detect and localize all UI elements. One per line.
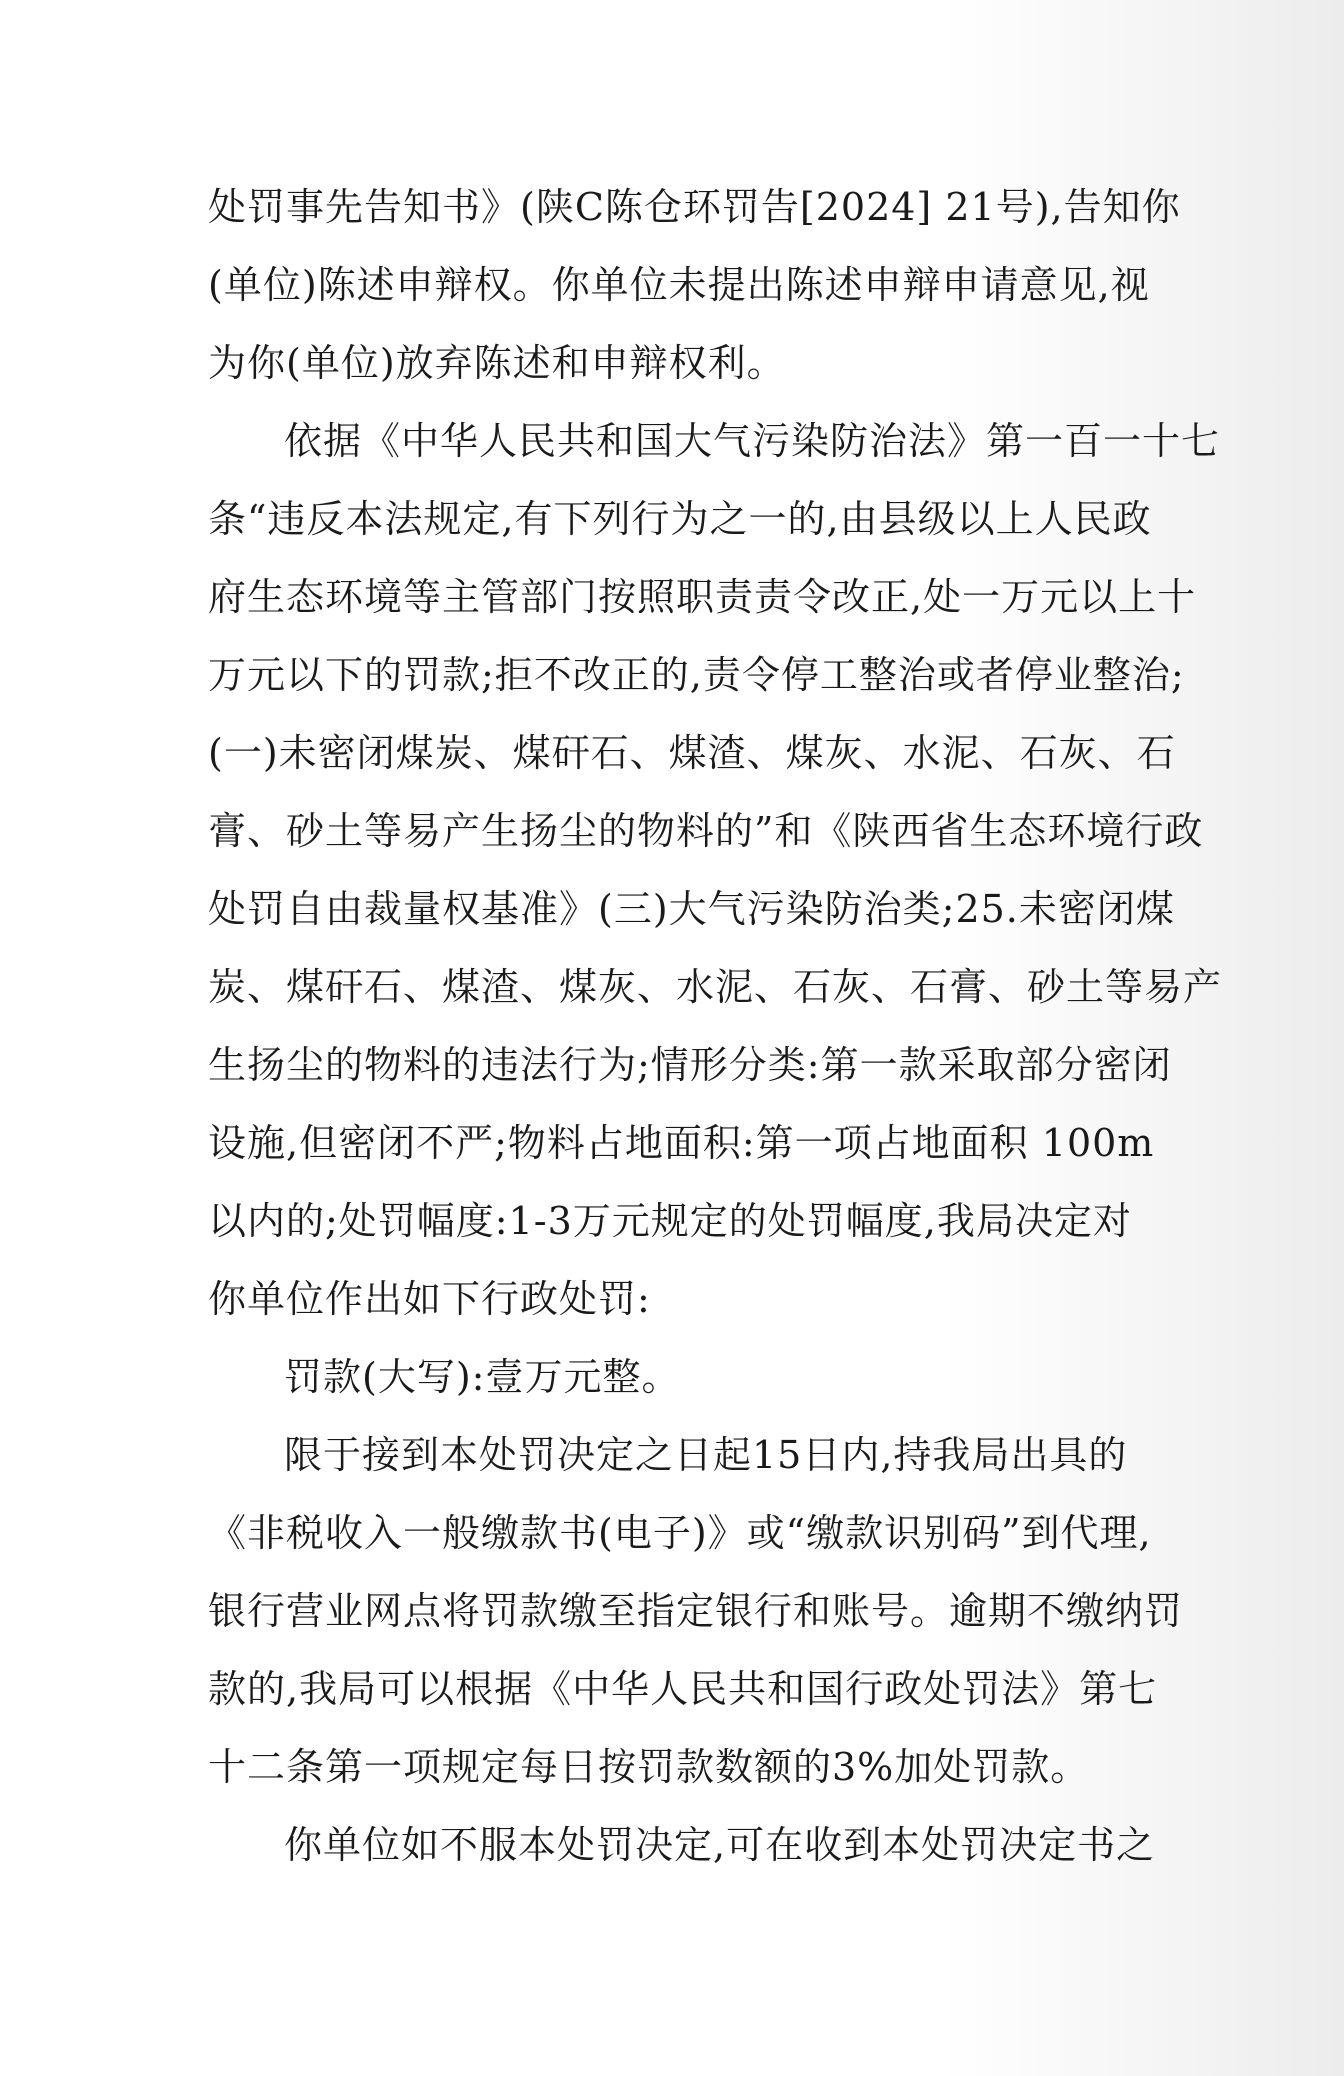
text-line: 处罚事先告知书》(陕C陈仓环罚告[2024] 21号),告知你 <box>208 185 1181 229</box>
text-line: (单位)陈述申辩权。你单位未提出陈述申辩申请意见,视 <box>208 263 1150 307</box>
text-line: 你单位如不服本处罚决定,可在收到本处罚决定书之 <box>284 1823 1156 1867</box>
text-line: 依据《中华人民共和国大气污染防治法》第一百一十七 <box>284 419 1221 463</box>
text-line: 府生态环境等主管部门按照职责责令改正,处一万元以上十 <box>208 575 1197 619</box>
text-line: 处罚自由裁量权基准》(三)大气污染防治类;25.未密闭煤 <box>208 887 1175 931</box>
text-line: 条“违反本法规定,有下列行为之一的,由县级以上人民政 <box>208 497 1152 541</box>
text-line: 为你(单位)放弃陈述和申辩权利。 <box>208 341 786 385</box>
text-line: 罚款(大写):壹万元整。 <box>284 1355 681 1399</box>
document-body <box>208 168 1223 1884</box>
text-line: 以内的;处罚幅度:1-3万元规定的处罚幅度,我局决定对 <box>208 1199 1132 1243</box>
text-line: 万元以下的罚款;拒不改正的,责令停工整治或者停业整治; <box>208 653 1185 697</box>
text-line: 十二条第一项规定每日按罚款数额的3%加处罚款。 <box>208 1745 1090 1789</box>
text-line: 设施,但密闭不严;物料占地面积:第一项占地面积 100m <box>208 1121 1155 1165</box>
text-line: 生扬尘的物料的违法行为;情形分类:第一款采取部分密闭 <box>208 1043 1172 1087</box>
text-line: 你单位作出如下行政处罚: <box>208 1277 651 1321</box>
text-line: 限于接到本处罚决定之日起15日内,持我局出具的 <box>284 1433 1128 1477</box>
text-line: 款的,我局可以根据《中华人民共和国行政处罚法》第七 <box>208 1667 1158 1711</box>
text-line: 膏、砂土等易产生扬尘的物料的”和《陕西省生态环境行政 <box>208 809 1204 853</box>
text-line: 炭、煤矸石、煤渣、煤灰、水泥、石灰、石膏、砂土等易产 <box>208 965 1223 1009</box>
text-line: 银行营业网点将罚款缴至指定银行和账号。逾期不缴纳罚 <box>208 1589 1184 1633</box>
text-line: (一)未密闭煤炭、煤矸石、煤渣、煤灰、水泥、石灰、石 <box>208 731 1176 775</box>
text-line: 《非税收入一般缴款书(电子)》或“缴款识别码”到代理, <box>208 1511 1152 1555</box>
